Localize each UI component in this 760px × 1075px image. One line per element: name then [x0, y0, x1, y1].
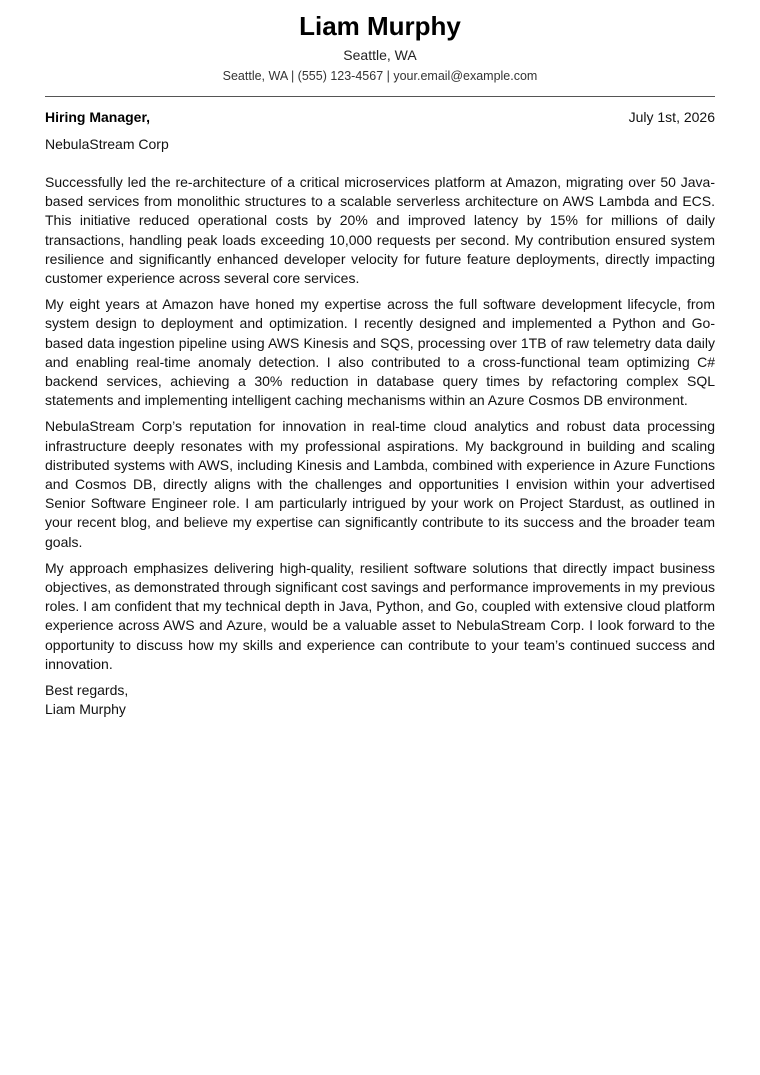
recipient-date-row — [45, 107, 715, 127]
body-paragraph-1: Successfully led the re-architecture of a critical microservices platform at Amazon, migrating over 50 Java-based services from monolithic structures to a scalable serverless architecture on AWS Lambda and ECS. This initiative reduced operational costs by 20% and improved latency by 15% for millions of daily transactions, handling peak loads exceeding 10,000 requests per second. My contribution ensured system resilience and significantly enhanced developer velocity for future feature deployments, directly impacting customer experience across several core services. — [45, 174, 715, 287]
body-paragraph-4: My approach emphasizes delivering high-quality, resilient software solutions that directly impact business objectives, as demonstrated through significant cost savings and performance improvements in my previous roles. I am confident that my technical depth in Java, Python, and Go, coupled with extensive cloud platform experience across AWS and Azure, would be a valuable asset to NebulaStream Corp. I look forward to the opportunity to discuss how my skills and experience can contribute to your team’s continued success and innovation. — [45, 559, 715, 672]
body-paragraph-2: My eight years at Amazon have honed my expertise across the full software development lifecycle, from system design to deployment and optimization. I recently designed and implemented a Python and Go-based data ingestion pipeline using AWS Kinesis and SQS, processing over 1TB of raw telemetry data daily and enabling real-time anomaly detection. I also contributed to a cross-functional team optimizing C# backend services, achieving a 30% reduction in database query times by refactoring complex SQL statements and implementing intelligent caching mechanisms within an Azure Cosmos DB environment. — [45, 296, 715, 409]
letter-date: July 1st, 2026 — [628, 109, 715, 125]
applicant-contact-line: Seattle, WA | (555) 123-4567 | your.email@example.com — [222, 69, 538, 83]
letter-body — [45, 173, 715, 674]
applicant-name: Liam Murphy — [299, 11, 461, 41]
letter-header — [45, 0, 715, 85]
applicant-location: Seattle, WA — [343, 47, 417, 63]
recipient-company: NebulaStream Corp — [45, 136, 169, 152]
letter-closing — [45, 681, 715, 720]
body-paragraph-3: NebulaStream Corp’s reputation for innovation in real-time cloud analytics and robust data processing infrastructure deeply resonates with my professional aspirations. My background in building and scaling distributed systems with AWS, including Kinesis and Lambda, combined with experience in Azure Functions and Cosmos DB, directly aligns with the challenges and opportunities I envision within your advertised Senior Software Engineer role. I am particularly intrigued by your work on Project Stardust, as outlined in your recent blog, and believe my expertise can significantly contribute to its success and the broader team goals. — [45, 418, 715, 550]
signature-name: Liam Murphy — [45, 701, 126, 718]
recipient-salutation: Hiring Manager, — [45, 109, 151, 125]
closing-phrase: Best regards, — [45, 682, 129, 699]
header-divider — [45, 96, 715, 97]
